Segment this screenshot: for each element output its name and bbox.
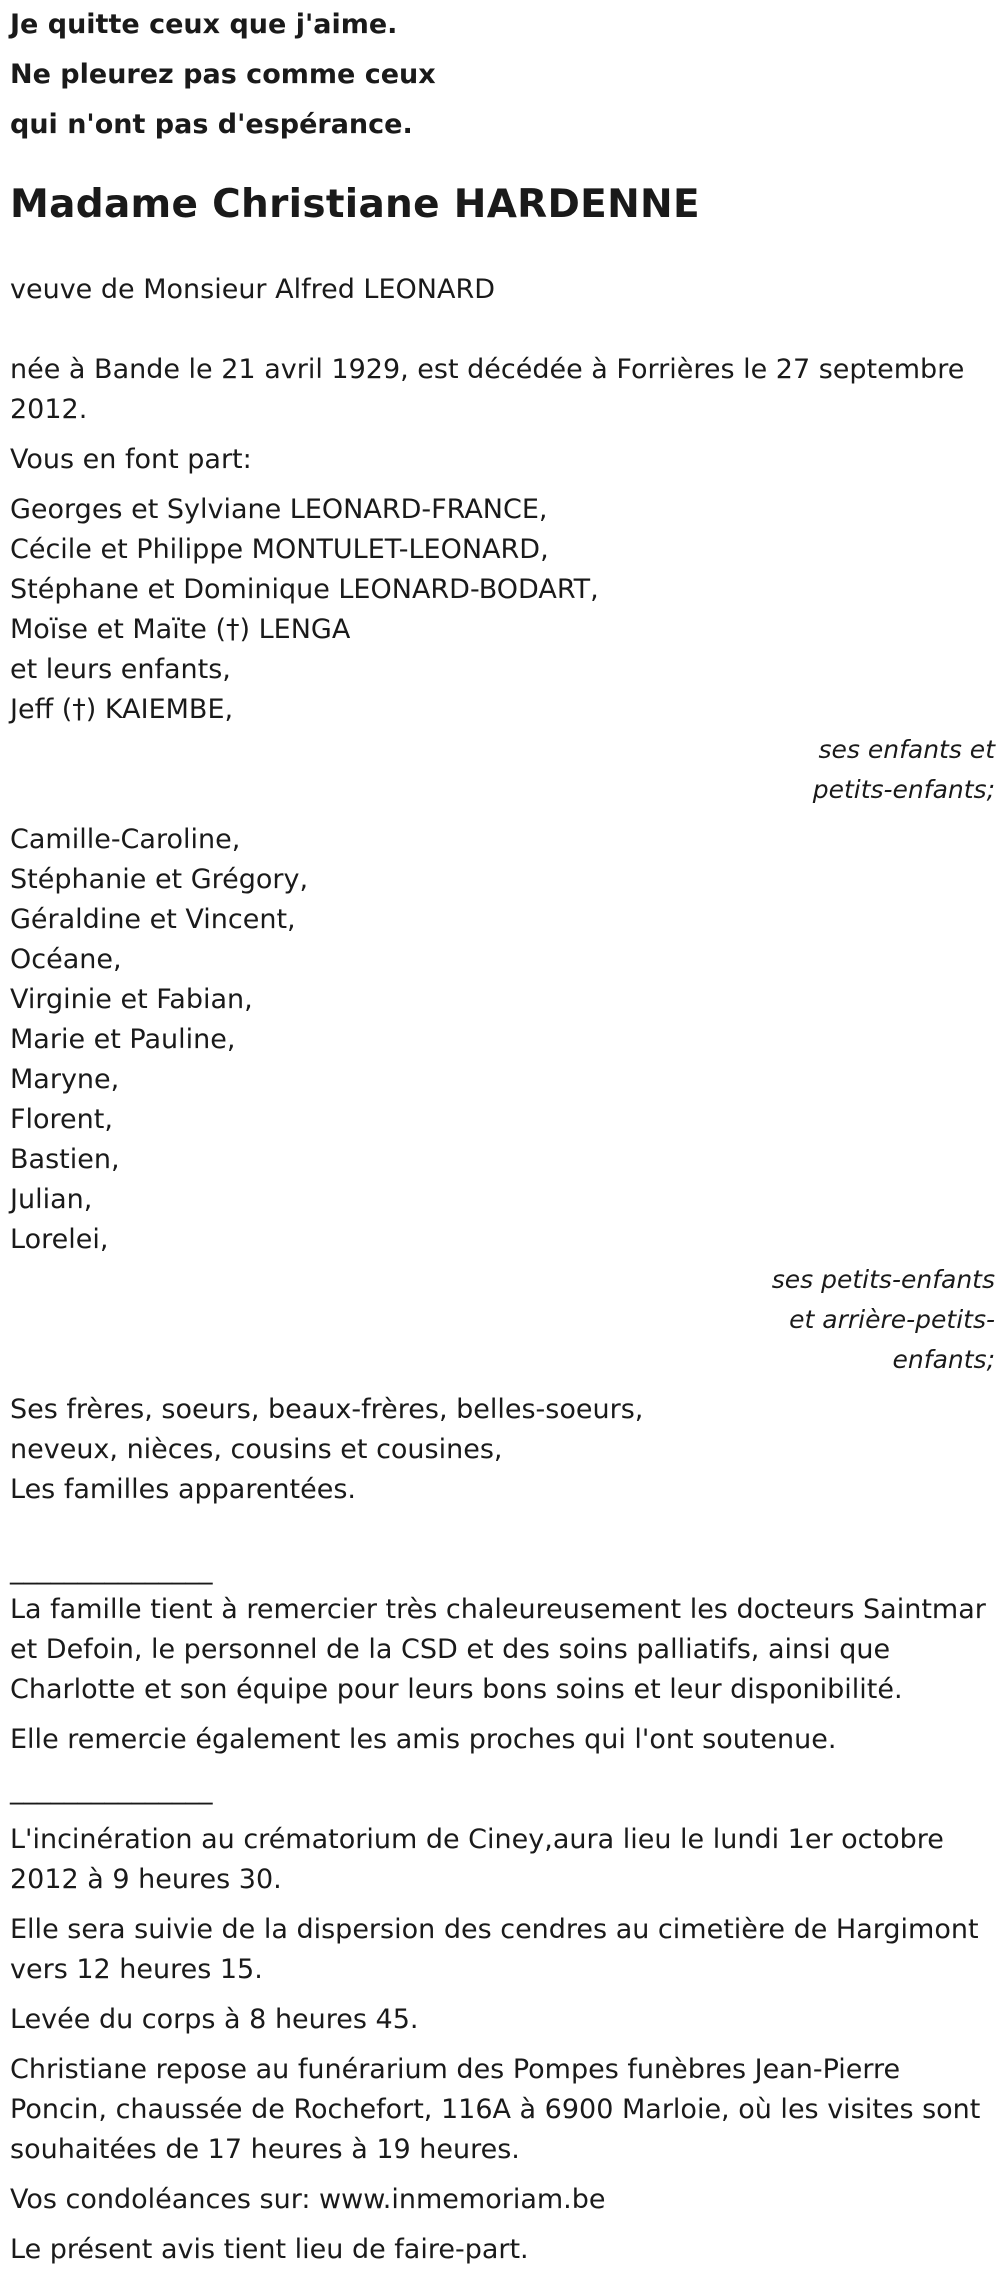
label-line: petits-enfants; (812, 775, 995, 804)
thanks-line: La famille tient à remercier très chaleureusement les docteurs Saintmar (10, 1594, 986, 1625)
extended-family (10, 1390, 995, 1510)
announce-line: Vous en font part: (10, 444, 252, 475)
thanks-line: Charlotte et son équipe pour leurs bons soins et leur disponibilité. (10, 1674, 903, 1705)
rest-info (10, 2050, 995, 2170)
ceremony-info (10, 1820, 995, 1900)
birth-death-info (10, 350, 995, 430)
label-line: ses petits-enfants (771, 1265, 995, 1294)
widow-line: veuve de Monsieur Alfred LEONARD (10, 274, 495, 305)
label-line: et arrière-petits- (789, 1305, 995, 1334)
ceremony-line: L'incinération au crématorium de Ciney,aura lieu le lundi 1er octobre (10, 1824, 944, 1855)
child-entry: Stéphane et Dominique LEONARD-BODART, (10, 574, 599, 605)
label-line: enfants; (892, 1345, 995, 1374)
closing-line: Le présent avis tient lieu de faire-part. (10, 2234, 529, 2265)
grandchild-entry: Maryne, (10, 1064, 120, 1095)
child-entry: Moïse et Maïte (†) LENGA (10, 614, 351, 645)
epigraph-line: Ne pleurez pas comme ceux (10, 59, 436, 90)
grandchild-entry: Camille-Caroline, (10, 824, 241, 855)
rest-line: Poncin, chaussée de Rochefort, 116A à 6900 Marloie, où les visites sont (10, 2094, 981, 2125)
rest-line: souhaitées de 17 heures à 19 heures. (10, 2134, 520, 2165)
rest-line: Christiane repose au funérarium des Pompes funèbres Jean-Pierre (10, 2054, 901, 2085)
separator: _______________ (10, 1774, 213, 1805)
child-entry: Cécile et Philippe MONTULET-LEONARD, (10, 534, 549, 565)
condolences-info: Vos condoléances sur: www.inmemoriam.be (10, 2184, 606, 2215)
epigraph-line: qui n'ont pas d'espérance. (10, 109, 413, 140)
child-entry: et leurs enfants, (10, 654, 231, 685)
birth-line: née à Bande le 21 avril 1929, est décédée à Forrières le 27 septembre (10, 354, 965, 385)
grandchild-entry: Stéphanie et Grégory, (10, 864, 309, 895)
grandchild-entry: Géraldine et Vincent, (10, 904, 296, 935)
thanks-line: et Defoin, le personnel de la CSD et des soins palliatifs, ainsi que (10, 1634, 891, 1665)
family-line: neveux, nièces, cousins et cousines, (10, 1434, 503, 1465)
family-line: Les familles apparentées. (10, 1474, 357, 1505)
grandchild-entry: Virginie et Fabian, (10, 984, 253, 1015)
grandchild-entry: Florent, (10, 1104, 113, 1135)
child-entry: Jeff (†) KAIEMBE, (10, 694, 234, 725)
family-line: Ses frères, soeurs, beaux-frères, belles-soeurs, (10, 1394, 644, 1425)
label-line: ses enfants et (818, 735, 995, 764)
dispersion-line: Elle sera suivie de la dispersion des cendres au cimetière de Hargimont (10, 1914, 979, 1945)
children-list (10, 490, 995, 730)
children-label (10, 730, 995, 810)
birth-line: 2012. (10, 394, 88, 425)
epigraph (10, 0, 995, 150)
dispersion-info (10, 1910, 995, 1990)
grandchild-entry: Lorelei, (10, 1224, 109, 1255)
grandchild-entry: Julian, (10, 1184, 93, 1215)
grandchild-entry: Océane, (10, 944, 122, 975)
levee-info: Levée du corps à 8 heures 45. (10, 2004, 419, 2035)
deceased-name: Madame Christiane HARDENNE (10, 182, 700, 227)
thanks-friends: Elle remercie également les amis proches qui l'ont soutenue. (10, 1724, 837, 1755)
ceremony-line: 2012 à 9 heures 30. (10, 1864, 282, 1895)
grandchild-entry: Marie et Pauline, (10, 1024, 236, 1055)
child-entry: Georges et Sylviane LEONARD-FRANCE, (10, 494, 548, 525)
grandchildren-list (10, 820, 995, 1260)
thanks-paragraph (10, 1590, 995, 1710)
grandchildren-label (10, 1260, 995, 1380)
grandchild-entry: Bastien, (10, 1144, 120, 1175)
separator: _______________ (10, 1554, 213, 1585)
epigraph-line: Je quitte ceux que j'aime. (10, 9, 398, 40)
dispersion-line: vers 12 heures 15. (10, 1954, 263, 1985)
